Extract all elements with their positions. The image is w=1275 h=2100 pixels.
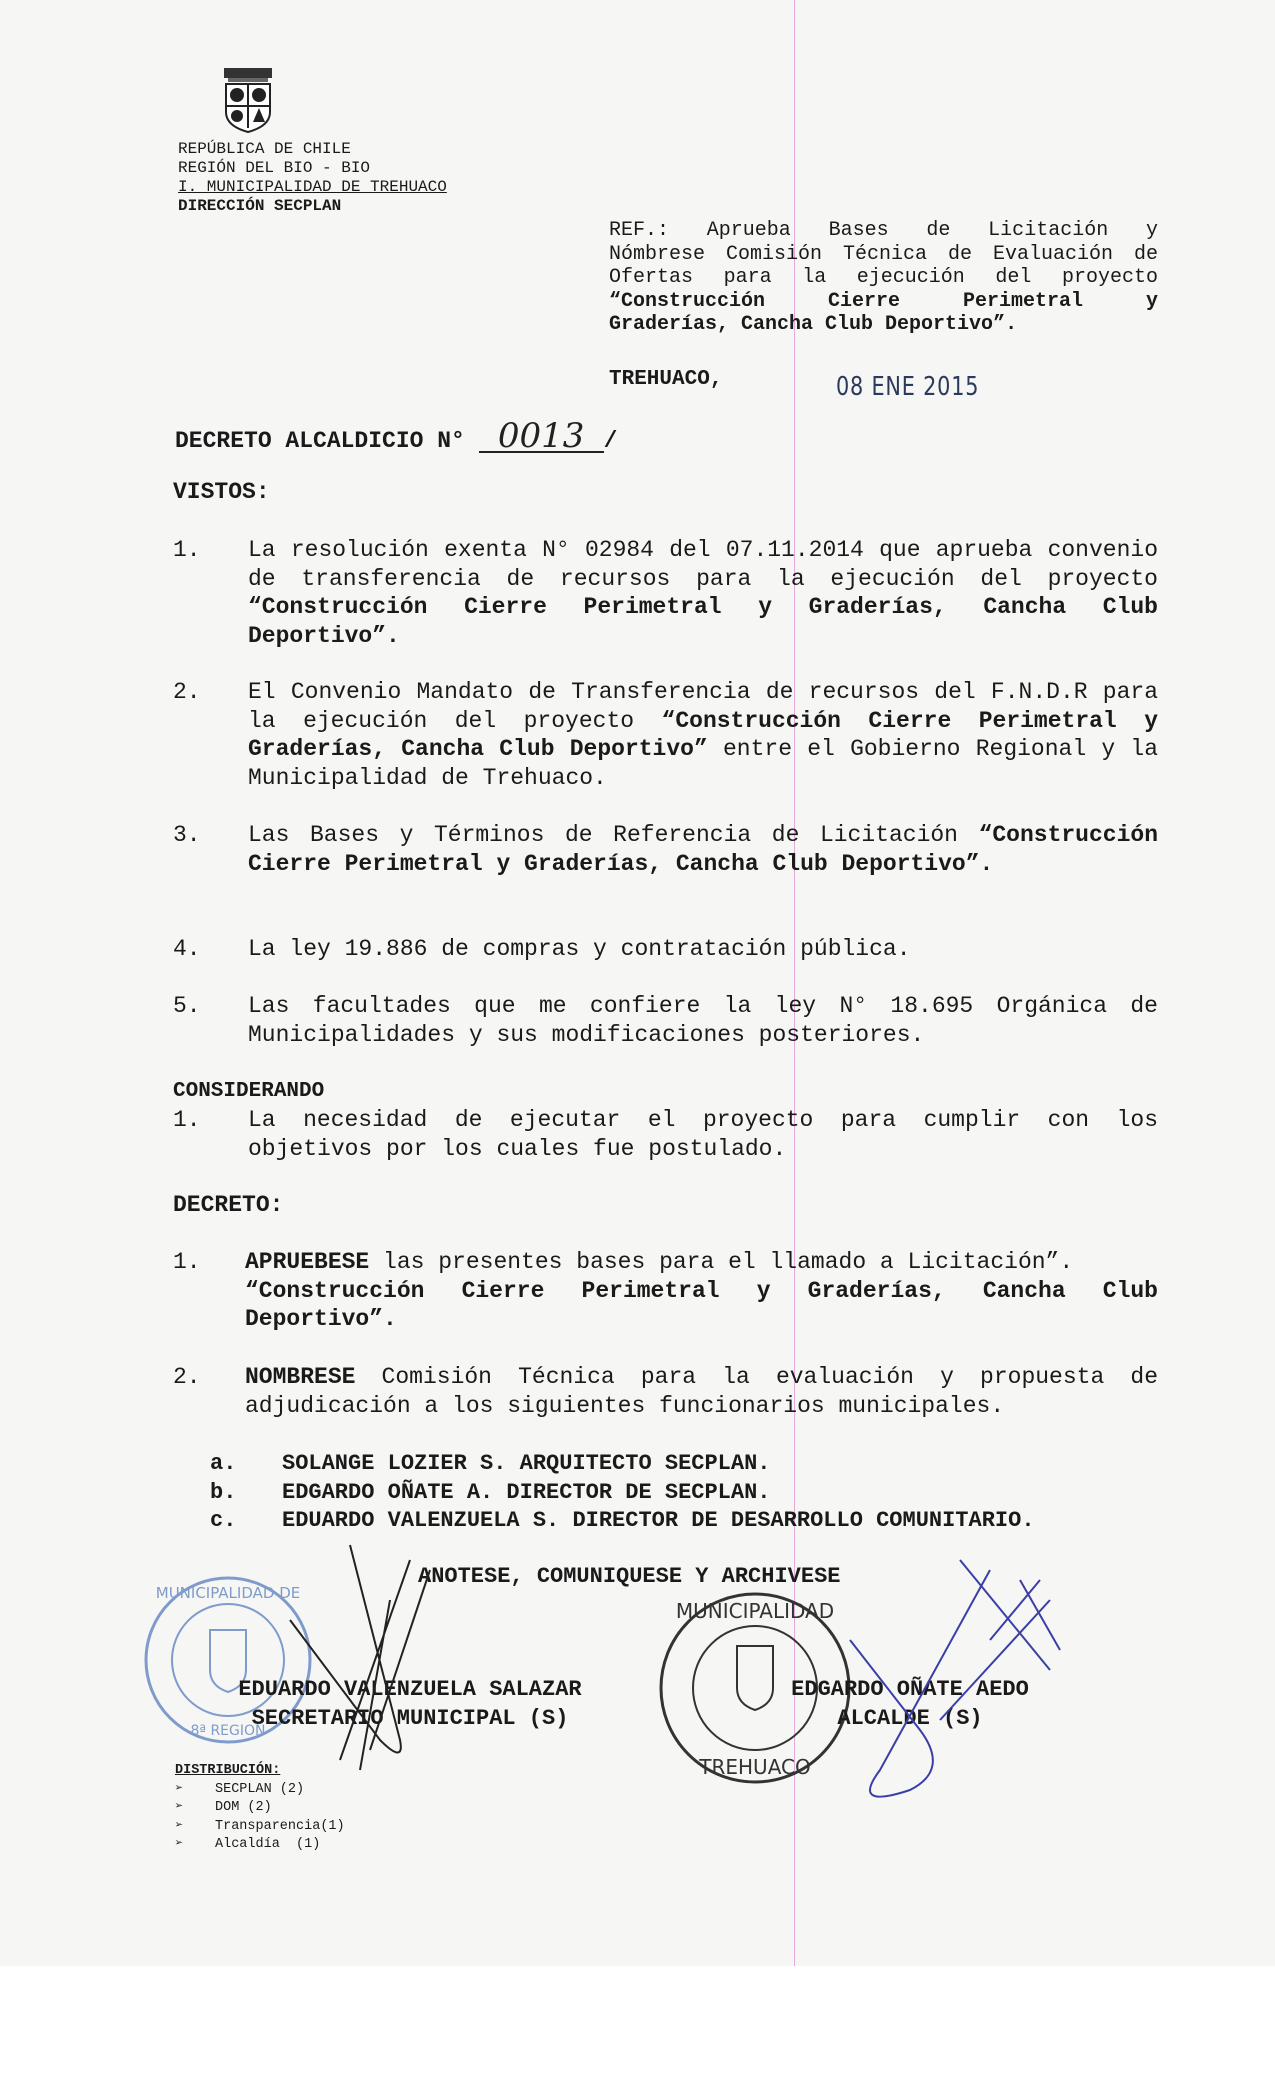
project-name: “Construcción Cierre Perimetral y Graderías, Cancha Club Deportivo”. <box>245 1277 1158 1332</box>
item-number: 5. <box>173 993 201 1019</box>
secretary-signature-icon <box>230 1540 450 1780</box>
distribution-item <box>175 1836 345 1855</box>
coat-of-arms-icon <box>218 66 278 136</box>
decreto-item <box>173 1363 1158 1420</box>
item-text: La ley 19.886 de compras y contratación pública. <box>248 936 911 962</box>
header-institution <box>178 140 447 216</box>
place: TREHUACO, <box>609 368 723 391</box>
svg-text:MUNICIPALIDAD: MUNICIPALIDAD <box>675 1599 835 1623</box>
member-name: EDGARDO OÑATE A. DIRECTOR DE SECPLAN. <box>282 1480 771 1505</box>
item-text: La resolución exenta N° 02984 del 07.11.2014 que aprueba convenio de transferencia de recursos para la ejecución del proyecto <box>248 537 1158 592</box>
item-number: 3. <box>173 822 201 848</box>
distribution-label: Transparencia(1) <box>215 1818 345 1834</box>
member-letter: b. <box>210 1480 237 1505</box>
vistos-item <box>173 536 1158 650</box>
ref-line: “Construcción Cierre Perimetral y <box>609 289 1158 313</box>
arrow-bullet-icon: ➢ <box>175 1800 184 1815</box>
distribution-label: DOM (2) <box>215 1800 272 1815</box>
project-name: “Construcción Cierre Perimetral y Graderías, Cancha Club Deportivo” <box>248 707 1159 762</box>
item-text: Comisión Técnica para la evaluación y propuesta de adjudicación a los siguientes funcionarios municipales. <box>245 1364 1158 1419</box>
distribution-label: Alcaldía (1) <box>215 1837 321 1852</box>
ref-line: REF.: Aprueba Bases de Licitación y <box>609 219 1158 242</box>
vistos-item <box>173 678 1158 792</box>
commission-member <box>210 1450 770 1479</box>
commission-member <box>210 1479 770 1508</box>
decree-verb: APRUEBESE <box>245 1249 370 1275</box>
ref-line: Ofertas para la ejecución del proyecto <box>609 266 1158 289</box>
commission-member <box>210 1507 1035 1536</box>
signatory-name: EDUARDO VALENZUELA SALAZAR <box>238 1677 582 1702</box>
project-name: “Construcción Cierre Perimetral y Graderías, Cancha Club Deportivo”. <box>248 594 1158 649</box>
decreto-item <box>173 1248 1158 1334</box>
vistos-item <box>173 821 1158 878</box>
distribution-item <box>175 1781 345 1800</box>
date-stamp: 08 ENE 2015 <box>836 372 980 402</box>
distribution-item <box>175 1799 345 1818</box>
considerando-item <box>173 1106 1158 1163</box>
member-name: EDUARDO VALENZUELA S. DIRECTOR DE DESARROLLO COMUNITARIO. <box>282 1508 1035 1533</box>
signatory-title: ALCALDE (S) <box>837 1705 983 1731</box>
member-letter: a. <box>210 1451 237 1476</box>
header-department: DIRECCIÓN SECPLAN <box>178 197 342 215</box>
arrow-bullet-icon: ➢ <box>175 1818 184 1834</box>
header-municipality: I. MUNICIPALIDAD DE TREHUACO <box>178 178 447 196</box>
member-name: SOLANGE LOZIER S. ARQUITECTO SECPLAN. <box>282 1451 771 1476</box>
item-text: La necesidad de ejecutar el proyecto para cumplir con los objetivos por los cuales fue postulado. <box>248 1107 1158 1162</box>
item-number: 1. <box>173 1249 201 1275</box>
ref-line: Nómbrese Comisión Técnica de Evaluación de <box>609 242 1158 266</box>
decree-number-handwritten: 0013 <box>479 421 604 453</box>
decreto-heading: DECRETO: <box>173 1192 284 1218</box>
vistos-item <box>173 935 1158 964</box>
ref-line: Graderías, Cancha Club Deportivo”. <box>609 313 1018 336</box>
distribution-list <box>175 1762 345 1855</box>
member-letter: c. <box>210 1508 237 1533</box>
svg-text:TREHUACO: TREHUACO <box>699 1755 811 1779</box>
item-text: Las Bases y Términos de Referencia de Licitación <box>248 822 979 848</box>
decree-slash: / <box>603 428 618 454</box>
item-text: Las facultades que me confiere la ley N° 18.695 Orgánica de Municipalidades y sus modificaciones posteriores. <box>248 993 1158 1048</box>
closing-formula: ANOTESE, COMUNIQUESE Y ARCHIVESE <box>418 1564 841 1589</box>
header-country: REPÚBLICA DE CHILE <box>178 140 351 158</box>
mayor-signature-icon <box>820 1540 1080 1800</box>
item-text: entre el Gobierno Regional y la Municipalidad de Trehuaco. <box>248 736 1158 791</box>
arrow-bullet-icon: ➢ <box>175 1781 184 1797</box>
signatory-name: EDGARDO OÑATE AEDO <box>791 1677 1029 1702</box>
considerando-heading: CONSIDERANDO <box>173 1080 325 1103</box>
vistos-item <box>173 992 1158 1049</box>
reference-block <box>609 219 1158 337</box>
decree-label: DECRETO ALCALDICIO N° <box>175 428 465 454</box>
distribution-label: SECPLAN (2) <box>215 1781 305 1797</box>
signatory-title: SECRETARIO MUNICIPAL (S) <box>251 1705 569 1731</box>
svg-text:8ª REGION: 8ª REGION <box>190 1723 266 1739</box>
item-number: 4. <box>173 936 201 962</box>
item-number: 2. <box>173 679 201 705</box>
item-number: 1. <box>173 1107 201 1133</box>
svg-text:MUNICIPALIDAD DE: MUNICIPALIDAD DE <box>155 1584 301 1602</box>
project-name: “Construcción Cierre Perimetral y Graderías, Cancha Club Deportivo”. <box>248 822 1158 877</box>
vistos-heading: VISTOS: <box>173 479 270 505</box>
distribution-title: DISTRIBUCIÓN: <box>175 1763 281 1778</box>
item-number: 2. <box>173 1364 201 1390</box>
header-region: REGIÓN DEL BIO - BIO <box>178 159 371 177</box>
item-number: 1. <box>173 537 201 563</box>
decree-verb: NOMBRESE <box>245 1364 356 1390</box>
decree-number-line <box>175 416 618 456</box>
distribution-item <box>175 1818 345 1837</box>
item-text: El Convenio Mandato de Transferencia de recursos del F.N.D.R para la ejecución del proyecto <box>248 679 1158 734</box>
item-text: las presentes bases para el llamado a Licitación”. <box>369 1249 1074 1275</box>
arrow-bullet-icon: ➢ <box>175 1837 184 1852</box>
